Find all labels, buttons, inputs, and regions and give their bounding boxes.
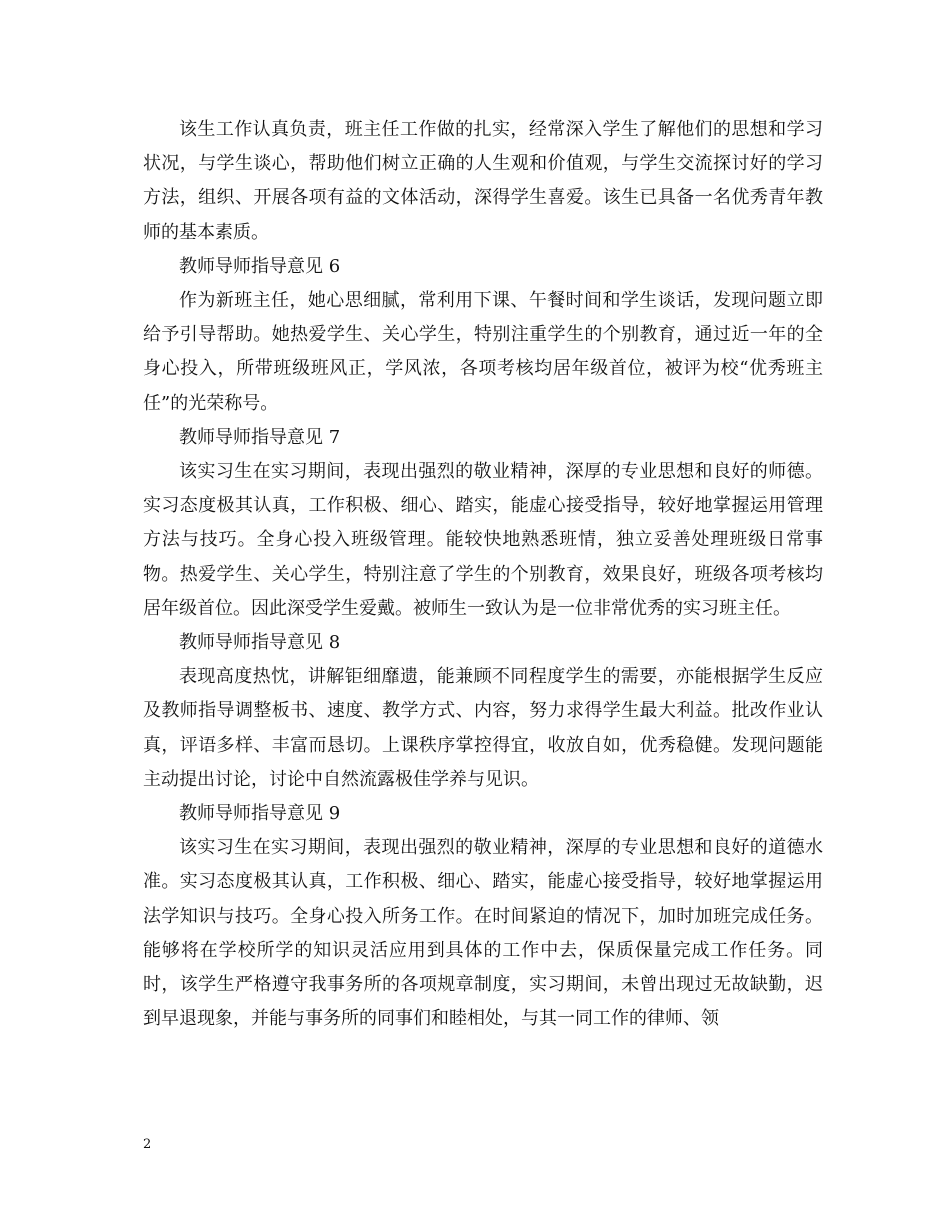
paragraph-9: 该实习生在实习期间，表现出强烈的敬业精神，深厚的专业思想和良好的道德水准。实习态度极其认真，工作积极、细心、踏实，能虚心接受指导，较好地掌握运用法学知识与技巧。全身心投入所务工作。在时间紧迫的情况下，加时加班完成任务。能够将在学校所学的知识灵活应用到具体的工作中去，保质保量完成工作任务。同时，该学生严格遵守我事务所的各项规章制度，实习期间，未曾出现过无故缺勤，迟到早退现象，并能与事务所的同事们和睦相处，与其一同工作的律师、领 bbox=[143, 837, 823, 1030]
paragraph-7: 该实习生在实习期间，表现出强烈的敬业精神，深厚的专业思想和良好的师德。实习态度极其认真，工作积极、细心、踏实，能虚心接受指导，较好地掌握运用管理方法与技巧。全身心投入班级管理。能较快地熟悉班情，独立妥善处理班级日常事物。热爱学生、关心学生，特别注意了学生的个别教育，效果良好，班级各项考核均居年级首位。因此深受学生爱戴。被师生一致认为是一位非常优秀的实习班主任。 bbox=[143, 461, 823, 619]
paragraph-6: 作为新班主任，她心思细腻，常利用下课、午餐时间和学生谈话，发现问题立即给予引导帮助。她热爱学生、关心学生，特别注重学生的个别教育，通过近一年的全身心投入，所带班级班风正，学风浓，各项考核均居年级首位，被评为校“优秀班主任”的光荣称号。 bbox=[143, 290, 823, 414]
section-heading-9: 教师导师指导意见 9 bbox=[179, 803, 341, 825]
section-heading-6: 教师导师指导意见 6 bbox=[179, 255, 341, 277]
document-body bbox=[143, 113, 823, 1036]
section-heading-7: 教师导师指导意见 7 bbox=[179, 426, 341, 448]
section-heading-8: 教师导师指导意见 8 bbox=[179, 632, 341, 654]
page-number: 2 bbox=[143, 1137, 152, 1152]
paragraph-intro: 该生工作认真负责，班主任工作做的扎实，经常深入学生了解他们的思想和学习状况，与学生谈心，帮助他们树立正确的人生观和价值观，与学生交流探讨好的学习方法，组织、开展各项有益的文体活动，深得学生喜爱。该生已具备一名优秀青年教师的基本素质。 bbox=[143, 119, 823, 243]
paragraph-8: 表现高度热忱，讲解钜细靡遗，能兼顾不同程度学生的需要，亦能根据学生反应及教师指导调整板书、速度、教学方式、内容，努力求得学生最大利益。批改作业认真，评语多样、丰富而恳切。上课秩序掌控得宜，收放自如，优秀稳健。发现问题能主动提出讨论，讨论中自然流露极佳学养与见识。 bbox=[143, 666, 823, 790]
